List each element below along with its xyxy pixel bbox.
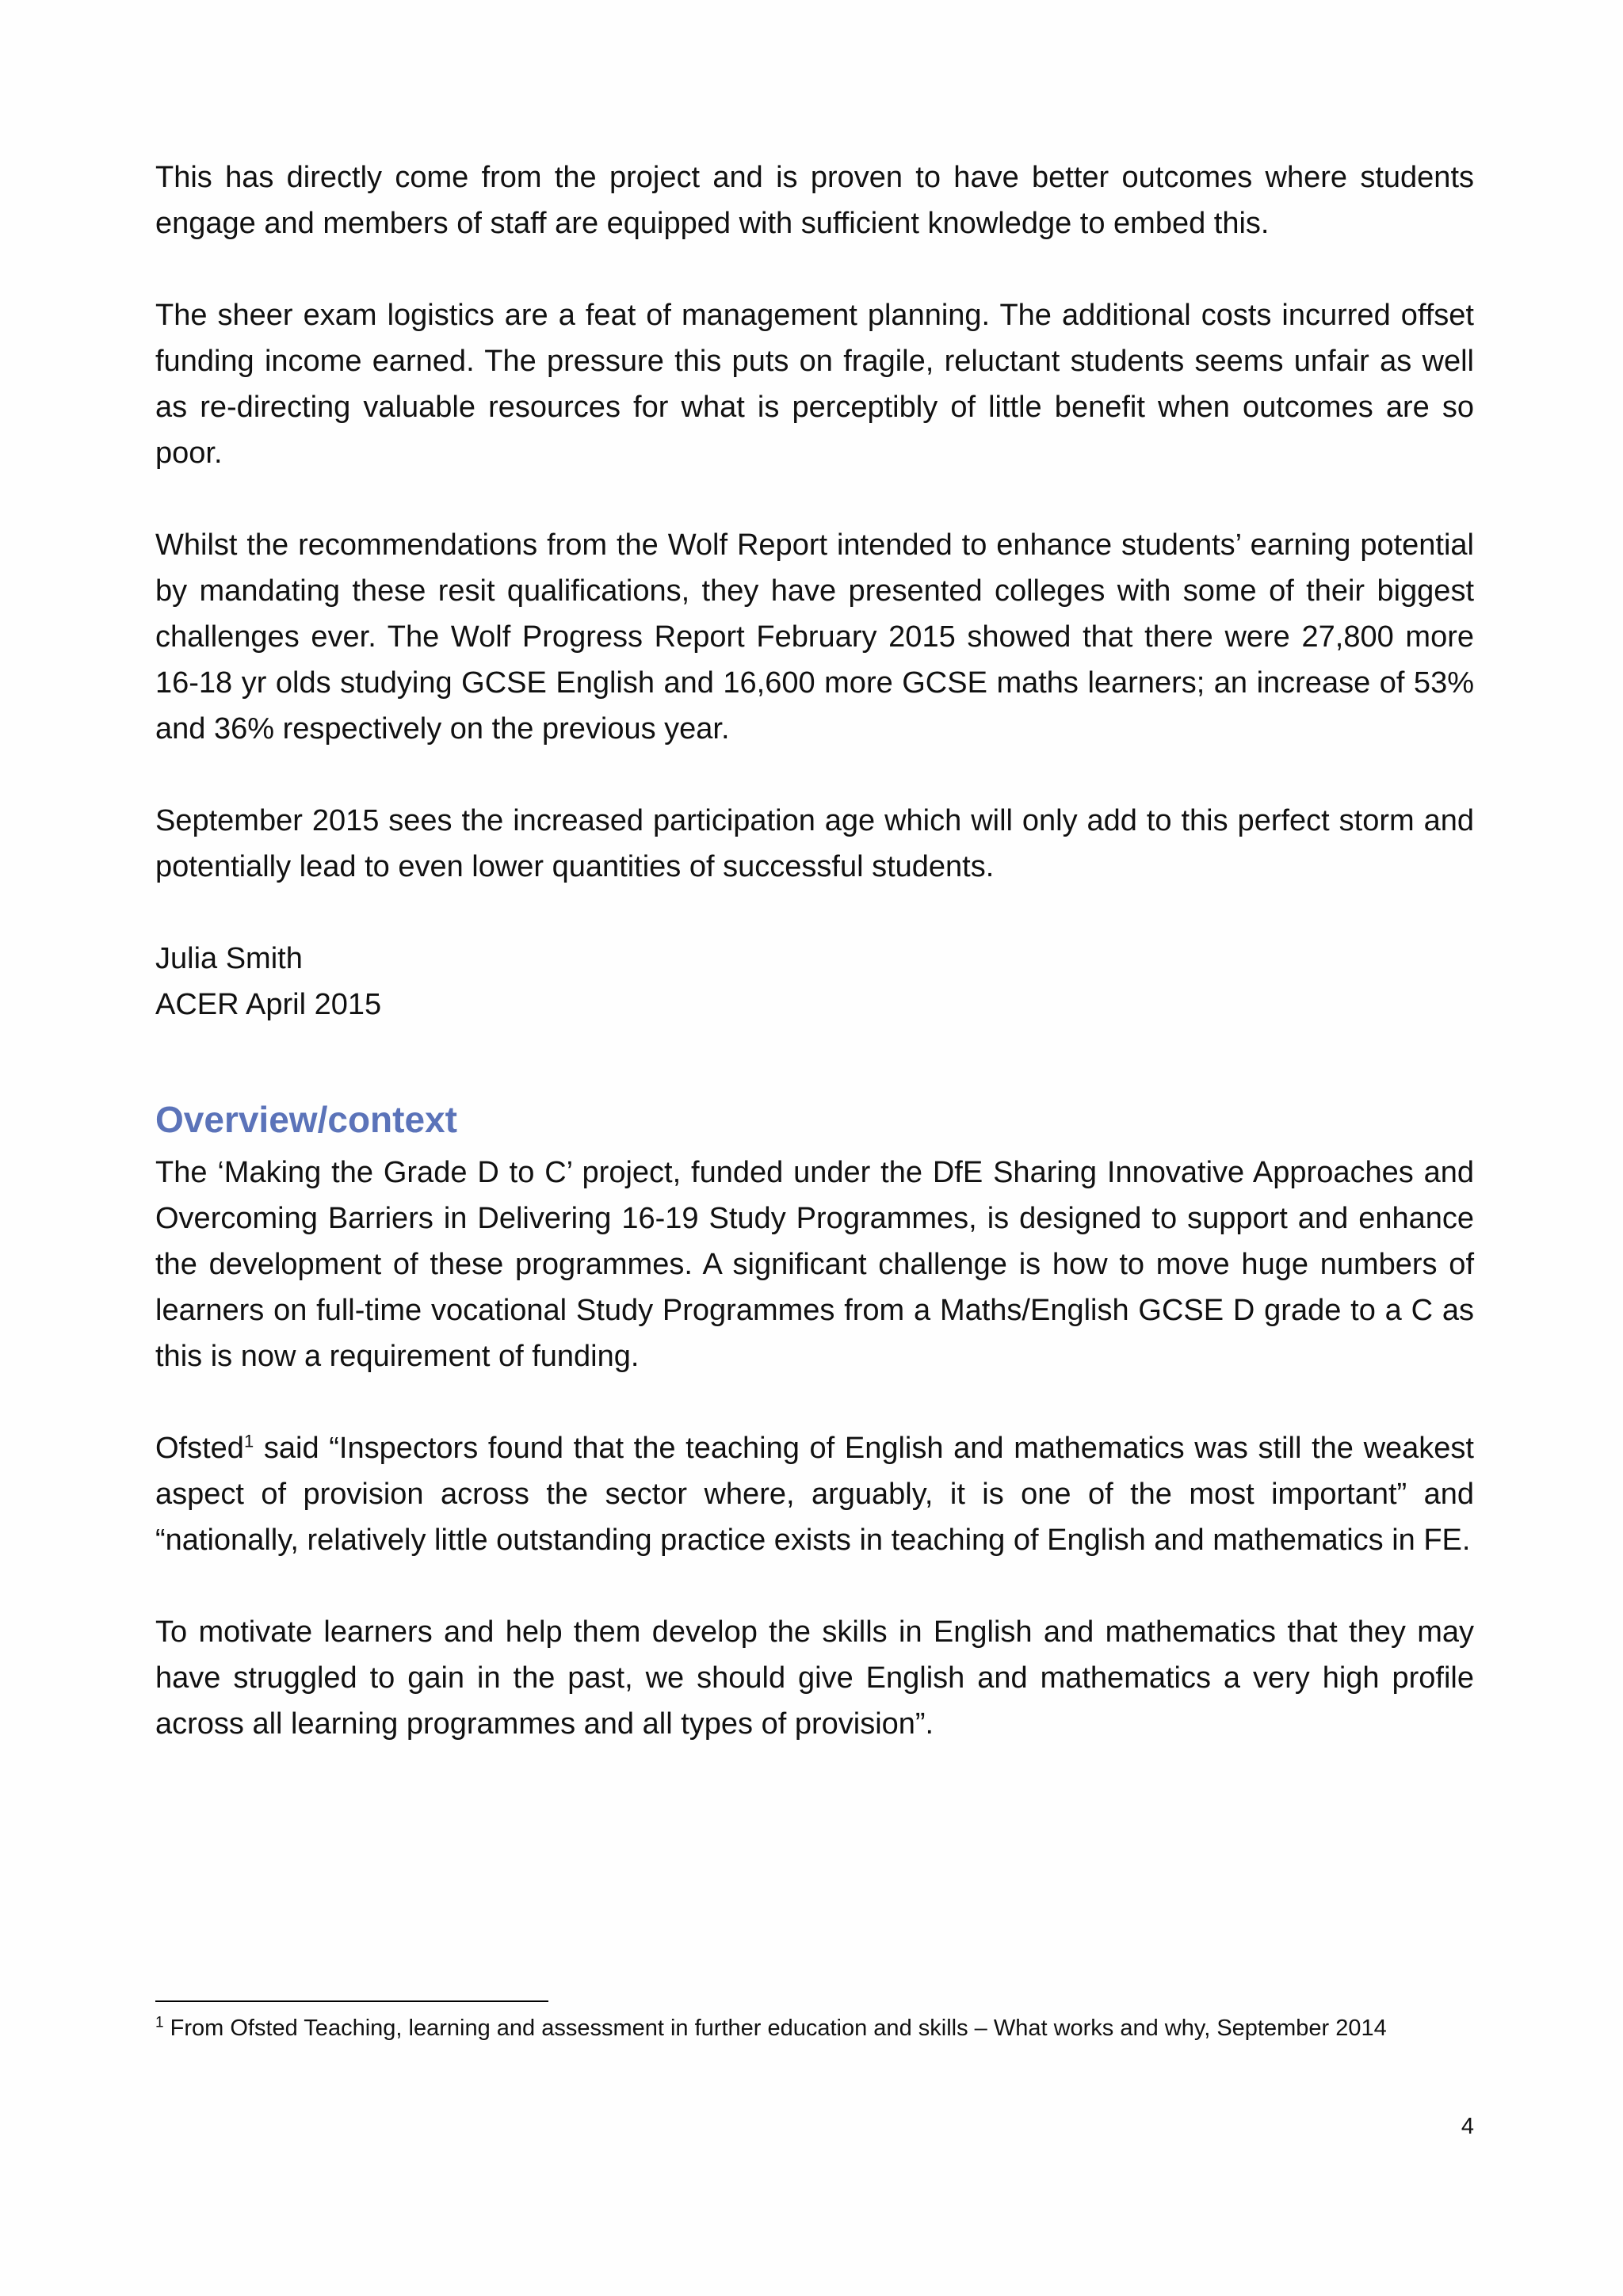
- paragraph-spacer: [155, 1379, 1474, 1425]
- paragraph-project-intro: The ‘Making the Grade D to C’ project, funded under the DfE Sharing Innovative Approaches and Overcoming Barriers in Delivering 16-19 Study Programmes, is designed to support and enhance the development of these programmes. A significant challenge is how to move huge numbers of learners on full-time vocational Study Programmes from a Maths/English GCSE D grade to a C as this is now a requirement of funding.: [155, 1156, 1474, 1373]
- section-heading: Overview/context: [155, 1099, 457, 1140]
- paragraph-spacer: [155, 476, 1474, 522]
- footnote-text: From Ofsted Teaching, learning and assessment in further education and skills – What works and why, September 2014: [163, 2016, 1387, 2041]
- paragraph-spacer: [155, 752, 1474, 798]
- signature-org-date: ACER April 2015: [155, 988, 382, 1021]
- paragraph-wolf-report: Whilst the recommendations from the Wolf Report intended to enhance students’ earning potential by mandating these resit qualifications, they have presented colleges with some of their biggest challenges ever. The Wolf Progress Report February 2015 showed that there were 27,800 more 16-18 yr olds studying GCSE English and 16,600 more GCSE maths learners; an increase of 53% and 36% respectively on the previous year.: [155, 528, 1474, 746]
- page-content: [155, 154, 1474, 1747]
- paragraph-spacer: [155, 890, 1474, 936]
- paragraph-motivate-learners: To motivate learners and help them develop the skills in English and mathematics that they may have struggled to gain in the past, we should give English and mathematics a very high profile across all learning programmes and all types of provision”.: [155, 1615, 1474, 1741]
- footnote-divider: [155, 2000, 548, 2002]
- paragraph-spacer: [155, 1563, 1474, 1609]
- page-number: 4: [1461, 2114, 1474, 2139]
- footnote-reference[interactable]: 1: [243, 1431, 254, 1451]
- heading-spacer: [155, 1143, 1474, 1150]
- section-spacer: [155, 1028, 1474, 1096]
- ofsted-word: Ofsted: [155, 1432, 244, 1465]
- paragraph-exam-logistics: The sheer exam logistics are a feat of management planning. The additional costs incurred offset funding income earned. The pressure this puts on fragile, reluctant students seems unfair as well as re-directing valuable resources for what is perceptibly of little benefit when outcomes are so poor.: [155, 299, 1474, 470]
- paragraph-participation-age: September 2015 sees the increased participation age which will only add to this perfect storm and potentially lead to even lower quantities of successful students.: [155, 804, 1474, 883]
- ofsted-quote-text: said “Inspectors found that the teaching of English and mathematics was still the weakest aspect of provision across the sector where, arguably, it is one of the most important” and “nationally, relatively little outstanding practice exists in teaching of English and mathematics in FE.: [155, 1432, 1474, 1557]
- signature-name: Julia Smith: [155, 942, 303, 975]
- paragraph-ofsted-quote: [155, 1425, 1474, 1563]
- footnote-number: 1: [155, 2014, 164, 2031]
- paragraph-spacer: [155, 246, 1474, 292]
- footnote: [155, 2012, 1474, 2044]
- paragraph-project-outcomes: This has directly come from the project and is proven to have better outcomes where students engage and members of staff are equipped with sufficient knowledge to embed this.: [155, 161, 1474, 240]
